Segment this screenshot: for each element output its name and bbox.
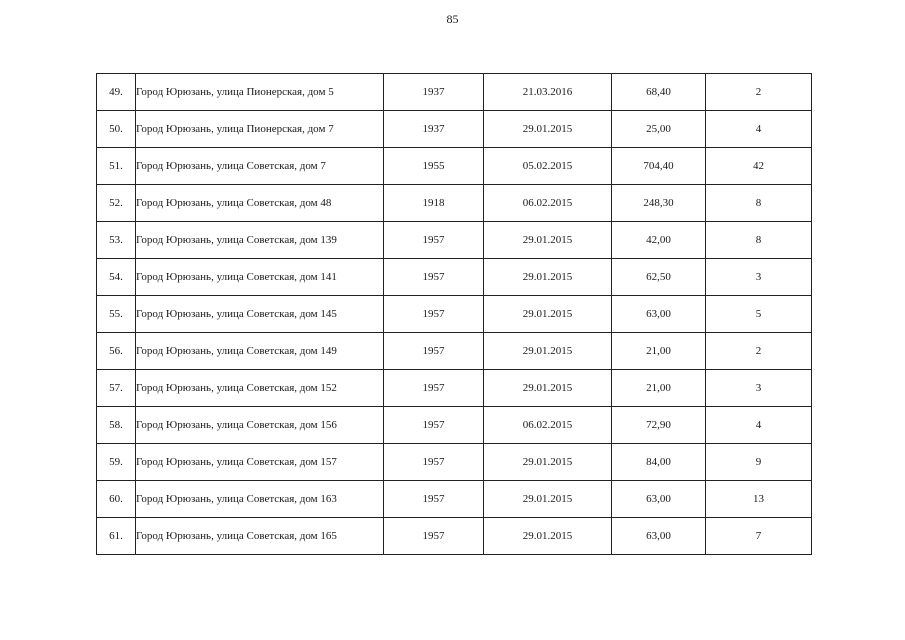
page-number: 85	[446, 12, 459, 26]
row-year: 1918	[384, 185, 484, 222]
row-year: 1957	[384, 222, 484, 259]
row-address: Город Юрюзань, улица Советская, дом 141	[136, 259, 384, 296]
row-year: 1957	[384, 370, 484, 407]
row-count: 8	[706, 185, 812, 222]
row-number: 54.	[97, 259, 136, 296]
row-date: 29.01.2015	[484, 370, 612, 407]
row-date: 21.03.2016	[484, 74, 612, 111]
row-count: 2	[706, 74, 812, 111]
table-row	[97, 222, 812, 259]
row-number: 51.	[97, 148, 136, 185]
table-row	[97, 370, 812, 407]
row-year: 1957	[384, 296, 484, 333]
row-count: 7	[706, 518, 812, 555]
row-year: 1955	[384, 148, 484, 185]
row-area: 63,00	[612, 296, 706, 333]
row-area: 21,00	[612, 370, 706, 407]
table-row	[97, 148, 812, 185]
row-number: 52.	[97, 185, 136, 222]
row-address: Город Юрюзань, улица Советская, дом 152	[136, 370, 384, 407]
row-area: 62,50	[612, 259, 706, 296]
table-row	[97, 296, 812, 333]
row-count: 9	[706, 444, 812, 481]
row-date: 06.02.2015	[484, 407, 612, 444]
row-count: 13	[706, 481, 812, 518]
row-year: 1957	[384, 407, 484, 444]
row-date: 29.01.2015	[484, 259, 612, 296]
row-address: Город Юрюзань, улица Советская, дом 157	[136, 444, 384, 481]
row-area: 25,00	[612, 111, 706, 148]
row-address: Город Юрюзань, улица Пионерская, дом 7	[136, 111, 384, 148]
row-area: 84,00	[612, 444, 706, 481]
row-area: 68,40	[612, 74, 706, 111]
row-number: 53.	[97, 222, 136, 259]
table-row	[97, 333, 812, 370]
row-area: 248,30	[612, 185, 706, 222]
table-body	[97, 74, 812, 555]
table-row	[97, 74, 812, 111]
row-area: 21,00	[612, 333, 706, 370]
row-year: 1957	[384, 444, 484, 481]
row-address: Город Юрюзань, улица Советская, дом 163	[136, 481, 384, 518]
row-count: 2	[706, 333, 812, 370]
row-year: 1957	[384, 333, 484, 370]
row-area: 42,00	[612, 222, 706, 259]
table-row	[97, 259, 812, 296]
table-row	[97, 518, 812, 555]
row-year: 1957	[384, 481, 484, 518]
row-date: 29.01.2015	[484, 444, 612, 481]
row-date: 29.01.2015	[484, 296, 612, 333]
row-date: 29.01.2015	[484, 111, 612, 148]
row-date: 06.02.2015	[484, 185, 612, 222]
row-number: 60.	[97, 481, 136, 518]
row-date: 29.01.2015	[484, 333, 612, 370]
table-row	[97, 481, 812, 518]
row-number: 57.	[97, 370, 136, 407]
row-area: 704,40	[612, 148, 706, 185]
row-count: 4	[706, 407, 812, 444]
table-row	[97, 111, 812, 148]
row-count: 3	[706, 259, 812, 296]
row-count: 4	[706, 111, 812, 148]
row-area: 72,90	[612, 407, 706, 444]
row-area: 63,00	[612, 481, 706, 518]
row-address: Город Юрюзань, улица Советская, дом 145	[136, 296, 384, 333]
row-count: 3	[706, 370, 812, 407]
row-address: Город Юрюзань, улица Советская, дом 149	[136, 333, 384, 370]
row-year: 1937	[384, 74, 484, 111]
table-row	[97, 185, 812, 222]
table-row	[97, 444, 812, 481]
row-number: 59.	[97, 444, 136, 481]
row-address: Город Юрюзань, улица Пионерская, дом 5	[136, 74, 384, 111]
row-date: 29.01.2015	[484, 481, 612, 518]
row-count: 42	[706, 148, 812, 185]
row-number: 50.	[97, 111, 136, 148]
row-date: 29.01.2015	[484, 222, 612, 259]
row-number: 56.	[97, 333, 136, 370]
row-number: 49.	[97, 74, 136, 111]
row-count: 5	[706, 296, 812, 333]
row-address: Город Юрюзань, улица Советская, дом 139	[136, 222, 384, 259]
table-row	[97, 407, 812, 444]
row-number: 58.	[97, 407, 136, 444]
row-count: 8	[706, 222, 812, 259]
row-year: 1957	[384, 259, 484, 296]
row-year: 1937	[384, 111, 484, 148]
row-address: Город Юрюзань, улица Советская, дом 165	[136, 518, 384, 555]
row-date: 29.01.2015	[484, 518, 612, 555]
row-number: 61.	[97, 518, 136, 555]
row-date: 05.02.2015	[484, 148, 612, 185]
row-address: Город Юрюзань, улица Советская, дом 48	[136, 185, 384, 222]
row-number: 55.	[97, 296, 136, 333]
row-address: Город Юрюзань, улица Советская, дом 7	[136, 148, 384, 185]
row-area: 63,00	[612, 518, 706, 555]
row-address: Город Юрюзань, улица Советская, дом 156	[136, 407, 384, 444]
housing-registry-table	[96, 73, 812, 555]
row-year: 1957	[384, 518, 484, 555]
